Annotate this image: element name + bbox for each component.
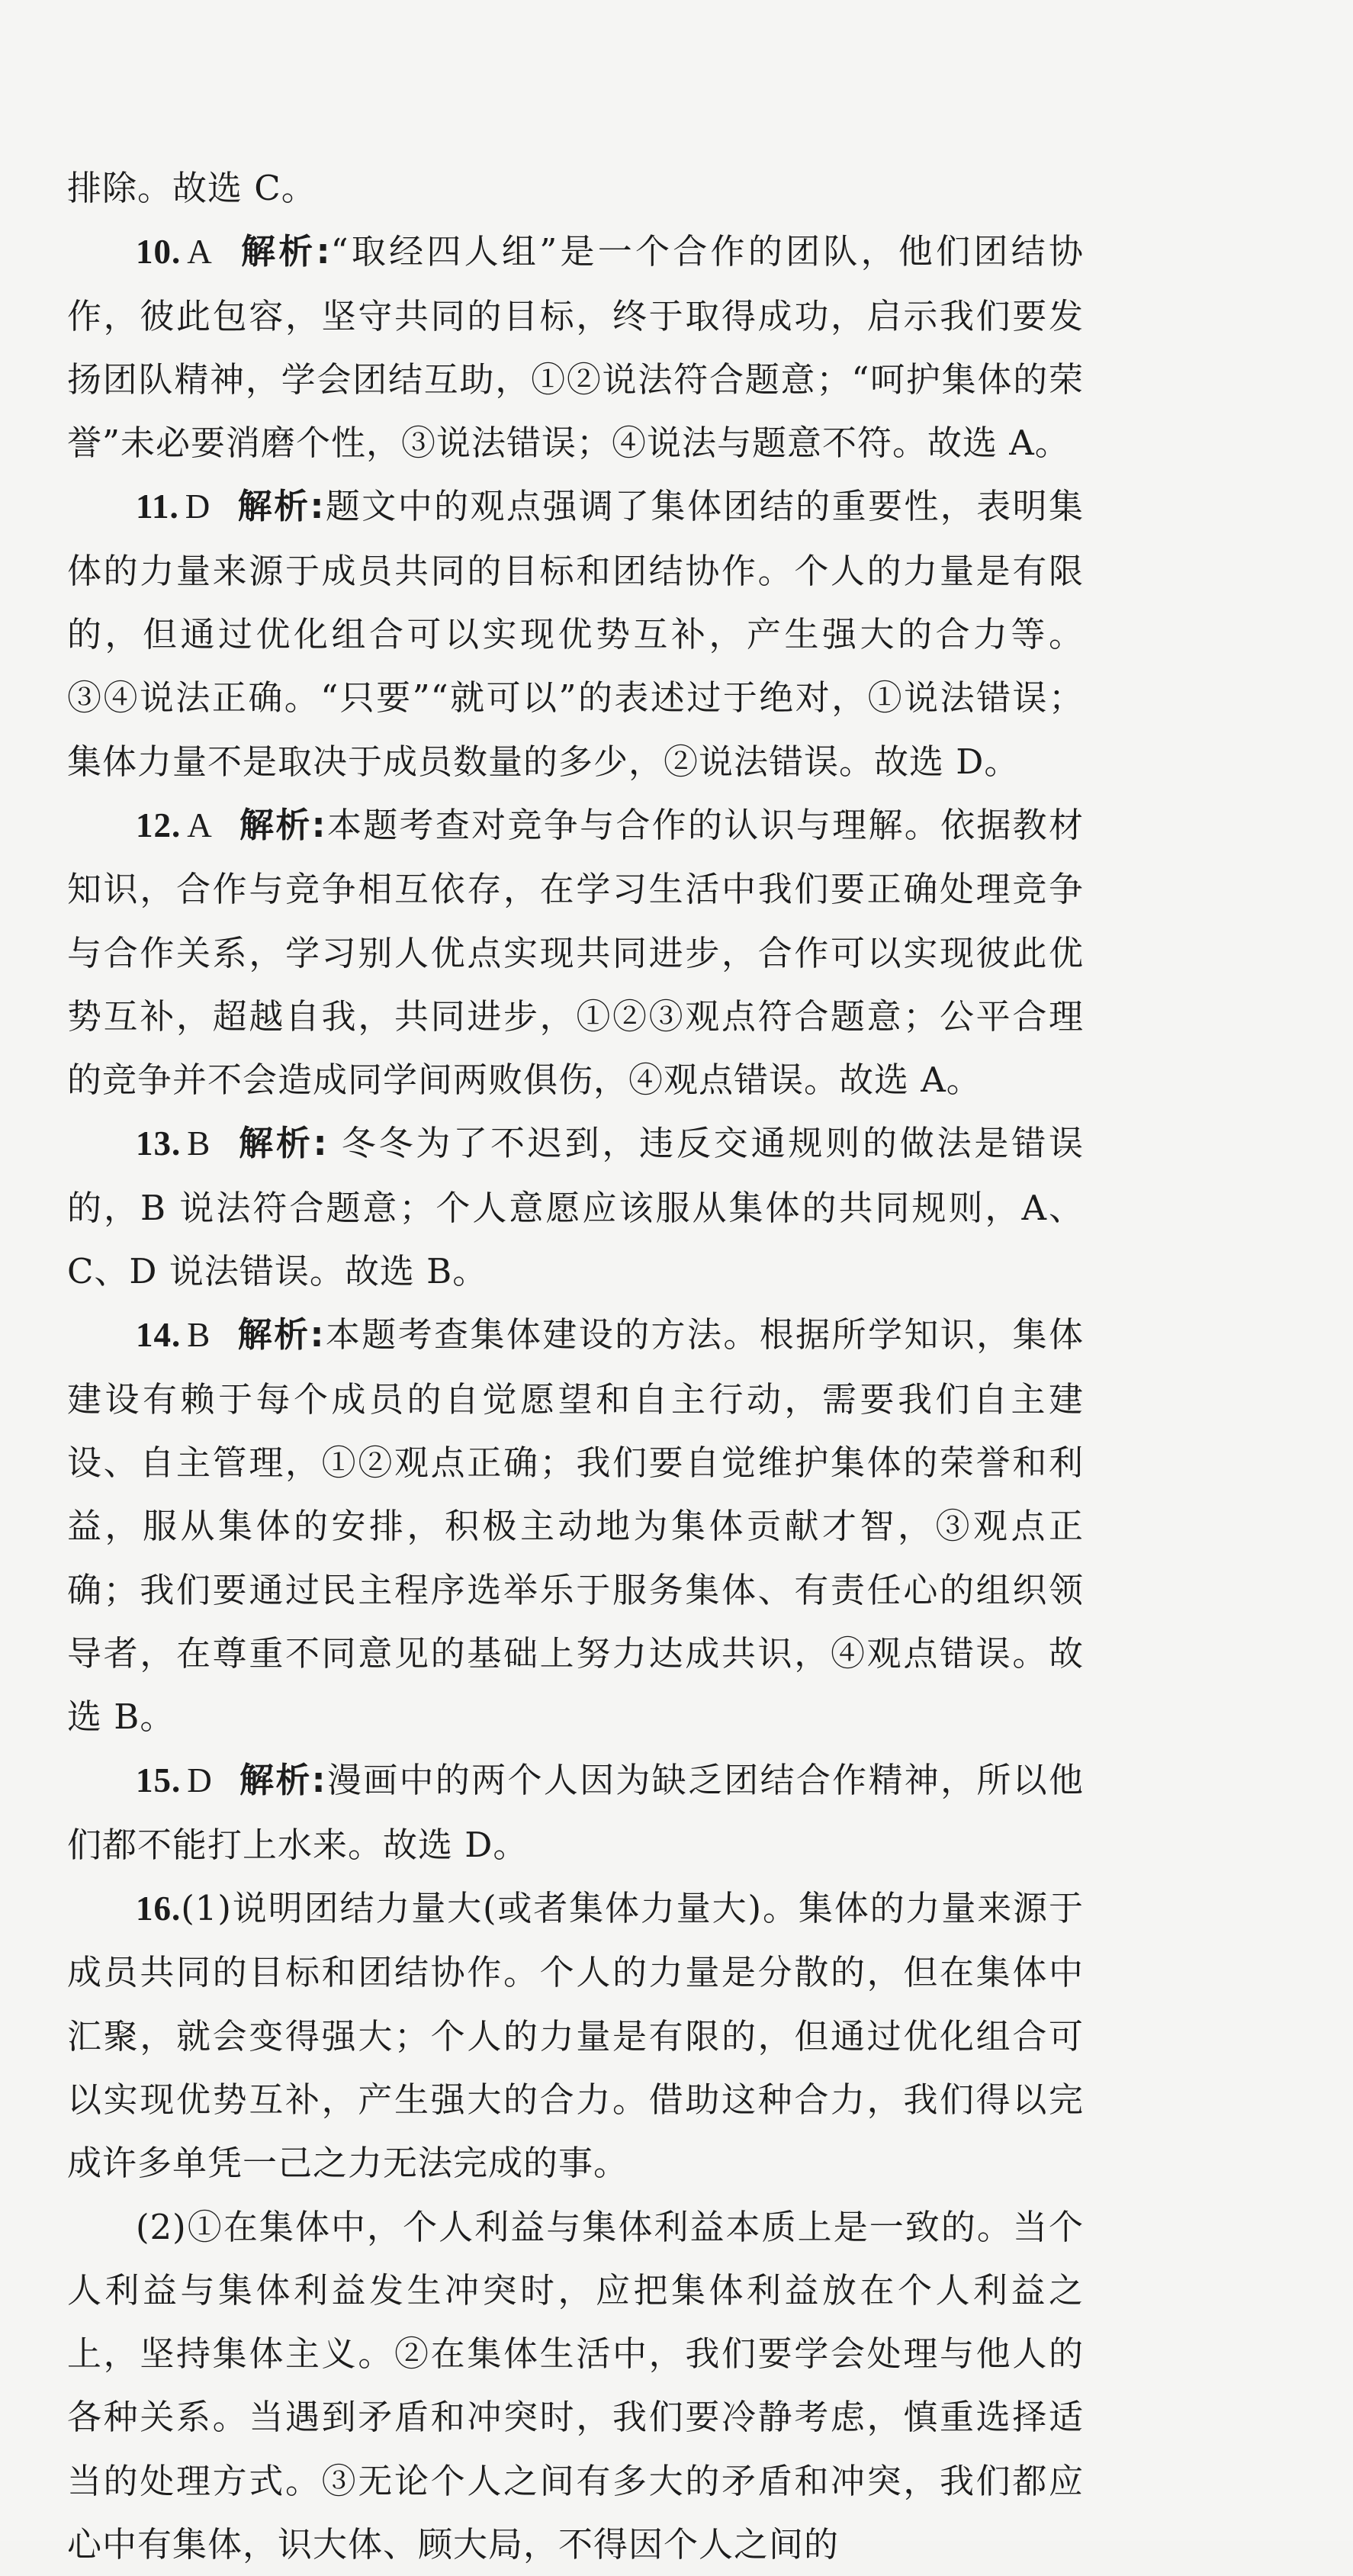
answer-letter: B xyxy=(187,1316,211,1354)
paragraph-text: 漫画中的两个人因为缺乏团结合作精神，所以他们都不能打上水来。故选 D。 xyxy=(67,1760,1084,1864)
analysis-label: 解析: xyxy=(236,1314,324,1355)
analysis-label: 解析: xyxy=(239,231,331,272)
question-number: 16. xyxy=(136,1889,181,1928)
paragraph-text: (2)①在集体中，个人利益与集体利益本质上是一致的。当个人利益与集体利益发生冲突时，应把集体利益放在个人利益之上，坚持集体主义。②在集体生活中，我们要学会处理与他人的各种关系。当遇到矛盾和冲突时，我们要冷静考虑，慎重选择适当的处理方式。③无论个人之间有多大的矛盾和冲突，我们都应心中有集体，识大体、顾大局，不得因个人之间的 xyxy=(67,2207,1084,2565)
question-number: 11. xyxy=(136,487,179,526)
paragraph-text: (1)说明团结力量大(或者集体力量大)。集体的力量来源于成员共同的目标和团结协作。个人的力量是分散的，但在集体中汇聚，就会变得强大；个人的力量是有限的，但通过优化组合可以实现优势互补，产生强大的合力。借助这种合力，我们得以完成许多单凭一己之力无法完成的事。 xyxy=(67,1888,1084,2183)
analysis-label: 解析: xyxy=(236,1123,327,1163)
paragraph-q10 xyxy=(67,220,1084,474)
answer-text-body xyxy=(67,156,1084,2576)
answer-letter: A xyxy=(187,233,213,271)
paragraph-q9-tail xyxy=(67,156,1084,220)
analysis-label: 解析: xyxy=(236,486,324,526)
answer-letter: A xyxy=(187,806,213,844)
paragraph-q13 xyxy=(67,1111,1084,1303)
analysis-label: 解析: xyxy=(239,1760,326,1800)
paragraph-text: 冬冬为了不迟到，违反交通规则的做法是错误的，B 说法符合题意；个人意愿应该服从集体的共同规则，A、C、D 说法错误。故选 B。 xyxy=(67,1123,1084,1291)
paragraph-q14 xyxy=(67,1303,1084,1748)
question-number: 12. xyxy=(136,806,181,844)
paragraph-q15 xyxy=(67,1748,1084,1877)
question-number: 10. xyxy=(136,233,181,271)
paragraph-q11 xyxy=(67,474,1084,793)
paragraph-text: 本题考查对竞争与合作的认识与理解。依据教材知识，合作与竞争相互依存，在学习生活中我们要正确处理竞争与合作关系，学习别人优点实现共同进步，合作可以实现彼此优势互补，超越自我，共同进步，①②③观点符合题意；公平合理的竞争并不会造成同学间两败俱伤，④观点错误。故选 A。 xyxy=(67,805,1084,1100)
analysis-label: 解析: xyxy=(239,805,326,845)
answer-letter: D xyxy=(185,487,211,526)
answer-letter: D xyxy=(187,1761,213,1799)
paragraph-text: 排除。故选 C。 xyxy=(67,168,317,208)
paragraph-text: 题文中的观点强调了集体团结的重要性，表明集体的力量来源于成员共同的目标和团结协作。个人的力量是有限的，但通过优化组合可以实现优势互补，产生强大的合力等。③④说法正确。“只要”“就可以”的表述过于绝对，①说法错误；集体力量不是取决于成员数量的多少，②说法错误。故选 D。 xyxy=(67,486,1084,781)
paragraph-q16-part2 xyxy=(67,2195,1084,2576)
question-number: 14. xyxy=(136,1316,181,1354)
paragraph-q12 xyxy=(67,793,1084,1111)
paragraph-text: 本题考查集体建设的方法。根据所学知识，集体建设有赖于每个成员的自觉愿望和自主行动，需要我们自主建设、自主管理，①②观点正确；我们要自觉维护集体的荣誉和利益，服从集体的安排，积极主动地为集体贡献才智，③观点正确；我们要通过民主程序选举乐于服务集体、有责任心的组织领导者，在尊重不同意见的基础上努力达成共识，④观点错误。故选 B。 xyxy=(67,1314,1084,1737)
paragraph-q16-part1 xyxy=(67,1877,1084,2195)
answer-letter: B xyxy=(187,1124,211,1163)
paragraph-text: “取经四人组”是一个合作的团队，他们团结协作，彼此包容，坚守共同的目标，终于取得成功，启示我们要发扬团队精神，学会团结互助，①②说法符合题意；“呵护集体的荣誉”未必要消磨个性，③说法错误；④说法与题意不符。故选 A。 xyxy=(67,231,1084,463)
question-number: 13. xyxy=(136,1124,181,1163)
question-number: 15. xyxy=(136,1761,181,1799)
